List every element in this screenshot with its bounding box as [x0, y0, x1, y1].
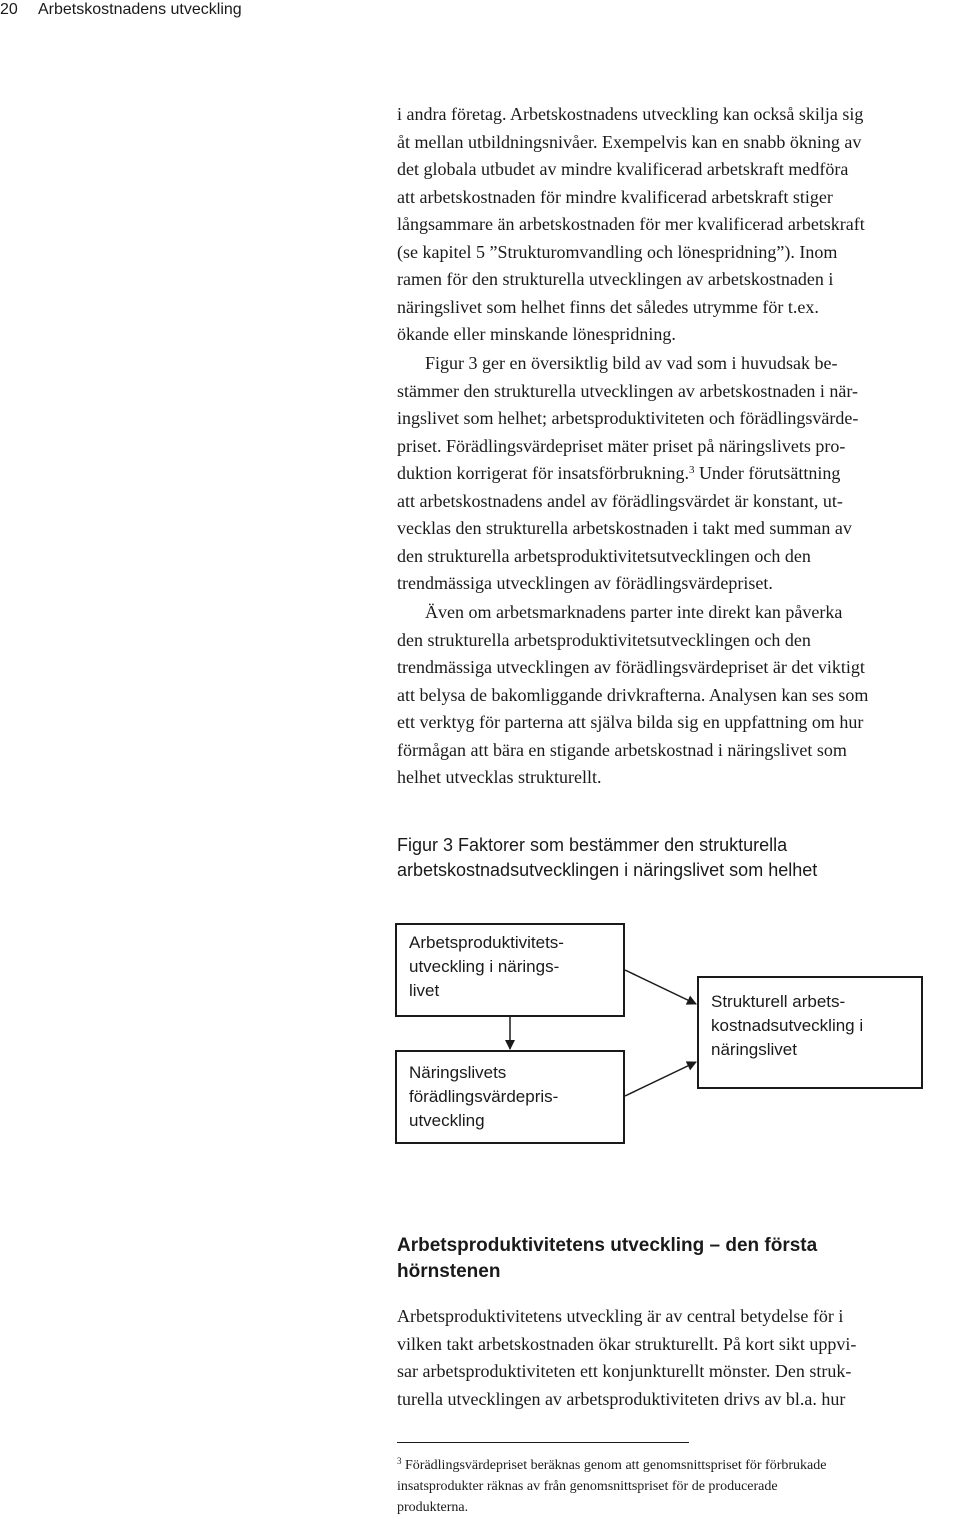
text-segment: Förädlingsvärdepriset beräknas genom att genomsnittspriset för förbrukade [401, 1458, 827, 1473]
paragraph-2 [397, 350, 959, 598]
text-line: trendmässiga utvecklingen av förädlingsvärdepriset. [397, 573, 773, 593]
box-text-line: Arbetsproduktivitets- [409, 933, 564, 952]
box-text-line: förädlingsvärdepris- [409, 1087, 559, 1106]
text-line: ramen för den strukturella utvecklingen av arbetskostnaden i [397, 269, 834, 289]
text-line: Figur 3 ger en översiktlig bild av vad som i huvudsak be- [425, 353, 838, 373]
section-heading [397, 1233, 957, 1285]
text-line: Även om arbetsmarknadens parter inte direkt kan påverka [425, 602, 843, 622]
text-line: turella utvecklingen av arbetsproduktiviteten drivs av bl.a. hur [397, 1388, 846, 1409]
footnote-reference[interactable]: 3 [688, 464, 695, 476]
box-productivity-growth [395, 923, 625, 1017]
text-line: Arbetsproduktivitetens utveckling är av central betydelse för i [397, 1306, 844, 1326]
text-line: den strukturella arbetsproduktivitetsutvecklingen och den [397, 629, 811, 650]
text-line: helhet utvecklas strukturellt. [397, 767, 602, 787]
text-line: näringslivet som helhet finns det således utrymme för t.ex. [397, 296, 819, 317]
arrow-productivity-to-result [625, 970, 696, 1004]
text-line: ingslivet som helhet; arbetsproduktiviteten och förädlingsvärde- [397, 408, 859, 428]
footnote-number: 3 [397, 1456, 402, 1466]
box-text-line: utveckling i närings- [409, 957, 560, 976]
text-line: det globala utbudet av mindre kvalificerad arbetskraft medföra [397, 159, 849, 179]
text-line: i andra företag. Arbetskostnadens utveckling kan också skilja sig [397, 104, 864, 124]
text-line: (se kapitel 5 ”Strukturomvandling och lönespridning”). Inom [397, 241, 838, 262]
text-segment: Under förutsättning [694, 463, 841, 483]
paragraph-4 [397, 1303, 959, 1413]
heading-line: hörnstenen [397, 1261, 501, 1282]
text-line: ökande eller minskande lönespridning. [397, 324, 676, 344]
box-value-added-price-growth [395, 1050, 625, 1144]
text-line: den strukturella arbetsproduktivitetsutvecklingen och den [397, 545, 811, 566]
running-title: Arbetskostnadens utveckling [38, 1, 242, 18]
text-line: vilken takt arbetskostnaden ökar strukturellt. På kort sikt uppvi- [397, 1333, 857, 1354]
paragraph-1 [397, 101, 959, 349]
text-line: vecklas den strukturella arbetskostnaden i takt med summan av [397, 518, 852, 538]
text-line: att arbetskostnadens andel av förädlingsvärdet är konstant, ut- [397, 490, 843, 511]
box-text-line: utveckling [409, 1111, 485, 1130]
text-line: förmågan att bära en stigande arbetskostnad i näringslivet som [397, 739, 847, 760]
heading-line: Arbetsproduktivitetens utveckling – den första [397, 1235, 818, 1256]
footnote-line [397, 1455, 957, 1476]
text-line: trendmässiga utvecklingen av förädlingsvärdepriset är det viktigt [397, 657, 865, 677]
text-line: ett verktyg för parterna att själva bilda sig en uppfattning om hur [397, 712, 864, 732]
paragraph-3 [397, 599, 959, 792]
text-line: att belysa de bakomliggande drivkrafterna. Analysen kan ses som [397, 684, 869, 705]
footnote-line: insatsprodukter räknas av från genomsnittspriset för de producerade [397, 1479, 778, 1494]
figure-title [397, 833, 957, 883]
text-line: åt mellan utbildningsnivåer. Exempelvis kan en snabb ökning av [397, 131, 862, 152]
box-structural-labour-cost-growth [697, 976, 923, 1089]
text-line: priset. Förädlingsvärdepriset mäter priset på näringslivets pro- [397, 435, 846, 456]
box-text-line: livet [409, 981, 440, 1000]
box-text-line: näringslivet [711, 1040, 797, 1059]
footnote [397, 1455, 957, 1518]
text-line-with-footnote-ref [397, 460, 959, 488]
box-text-line: Näringslivets [409, 1063, 507, 1082]
text-line: stämmer den strukturella utvecklingen av arbetskostnaden i när- [397, 380, 858, 401]
footnote-divider [397, 1442, 689, 1443]
text-segment: duktion korrigerat för insatsförbrukning. [397, 463, 689, 483]
text-line: att arbetskostnaden för mindre kvalificerad arbetskraft stiger [397, 186, 833, 207]
box-text-line: kostnadsutveckling i [711, 1016, 864, 1035]
figure-title-line: Figur 3 Faktorer som bestämmer den strukturella [397, 835, 788, 855]
box-text-line: Strukturell arbets- [711, 992, 846, 1011]
text-line: långsammare än arbetskostnaden för mer kvalificerad arbetskraft [397, 214, 865, 234]
text-line: sar arbetsproduktiviteten ett konjunkturellt mönster. Den struk- [397, 1361, 852, 1381]
page-number: 20 [0, 1, 18, 18]
figure-title-line: arbetskostnadsutvecklingen i näringslivet som helhet [397, 860, 818, 880]
arrow-price-to-result [625, 1062, 696, 1096]
footnote-line: produkterna. [397, 1500, 469, 1515]
